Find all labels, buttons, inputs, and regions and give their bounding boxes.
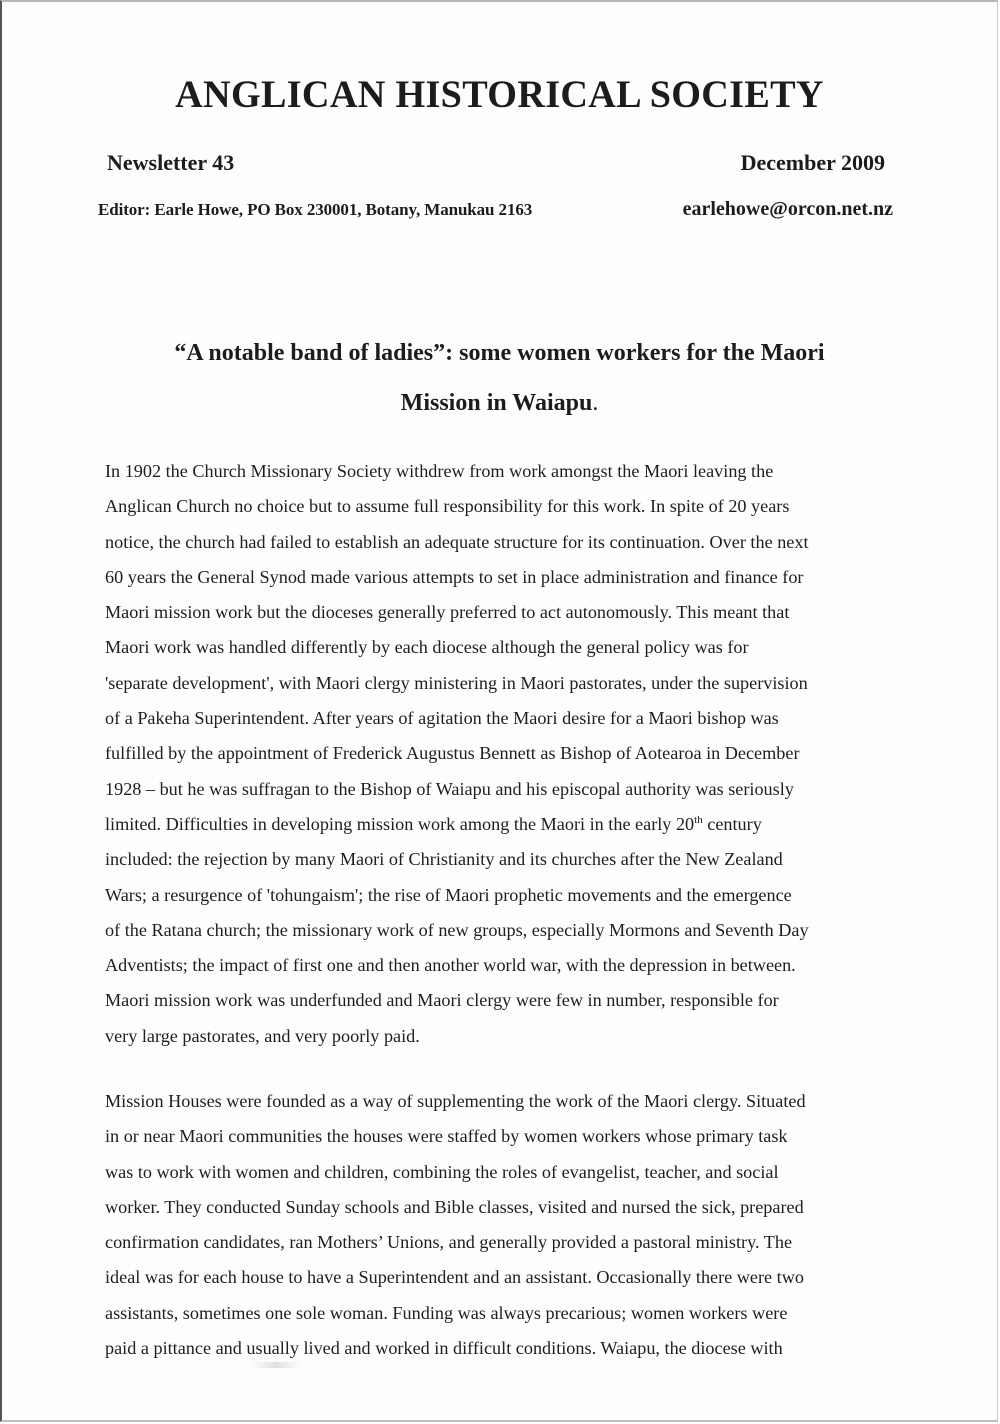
text-line: Wars; a resurgence of 'tohungaism'; the rise of Maori prophetic movements and the emergence xyxy=(105,884,792,905)
text-line: In 1902 the Church Missionary Society withdrew from work amongst the Maori leaving the xyxy=(105,461,774,481)
text-line: confirmation candidates, ran Mothers’ Unions, and generally provided a pastoral ministry. The xyxy=(105,1232,793,1253)
society-title: ANGLICAN HISTORICAL SOCIETY xyxy=(175,73,824,116)
paragraph-2 xyxy=(105,1084,905,1366)
text-line: Maori work was handled differently by each diocese although the general policy was for xyxy=(105,637,749,658)
newsletter-number: Newsletter 43 xyxy=(107,150,235,175)
text-line: worker. They conducted Sunday schools and Bible classes, visited and nursed the sick, prepared xyxy=(105,1196,804,1217)
text-line: very large pastorates, and very poorly paid. xyxy=(105,1025,420,1046)
issue-date: December 2009 xyxy=(740,150,885,175)
text-line: Maori mission work but the dioceses generally preferred to act autonomously. This meant that xyxy=(105,602,790,623)
text-line: included: the rejection by many Maori of Christianity and its churches after the New Zealand xyxy=(105,849,783,870)
text-segment: century xyxy=(702,813,762,834)
text-line: 1928 – but he was suffragan to the Bishop of Waiapu and his episcopal authority was seriously xyxy=(105,778,794,799)
text-line: assistants, sometimes one sole woman. Funding was always precarious; women workers were xyxy=(105,1302,788,1323)
text-line: ideal was for each house to have a Superintendent and an assistant. Occasionally there were two xyxy=(105,1267,804,1288)
ordinal-superscript: th xyxy=(694,813,703,826)
text-line-with-superscript xyxy=(105,807,905,842)
text-line: was to work with women and children, combining the roles of evangelist, teacher, and social xyxy=(105,1161,779,1182)
article-title-period: . xyxy=(592,390,599,416)
editor-address: Editor: Earle Howe, PO Box 230001, Botany, Manukau 2163 xyxy=(98,200,533,219)
text-line: of a Pakeha Superintendent. After years of agitation the Maori desire for a Maori bishop was xyxy=(105,708,779,729)
text-line: Anglican Church no choice but to assume full responsibility for this work. In spite of 20 years xyxy=(105,496,790,517)
text-line: of the Ratana church; the missionary work of new groups, especially Mormons and Seventh Day xyxy=(105,919,809,940)
scan-smudge xyxy=(252,1362,300,1368)
text-line: 60 years the General Synod made various attempts to set in place administration and finance for xyxy=(105,566,804,587)
text-line: 'separate development', with Maori clergy ministering in Maori pastorates, under the supervision xyxy=(105,672,808,693)
text-line: Mission Houses were founded as a way of supplementing the work of the Maori clergy. Situated xyxy=(105,1091,806,1111)
article-title-line-2: Mission in Waiapu xyxy=(400,390,593,416)
article-title-line-1: “A notable band of ladies”: some women workers for the Maori xyxy=(174,340,825,366)
issue-info xyxy=(107,152,885,174)
text-segment: limited. Difficulties in developing mission work among the Maori in the early 20 xyxy=(105,813,695,834)
text-line: Maori mission work was underfunded and Maori clergy were few in number, responsible for xyxy=(105,990,779,1011)
text-line: in or near Maori communities the houses were staffed by women workers whose primary task xyxy=(105,1126,788,1147)
text-line: paid a pittance and usually lived and worked in difficult conditions. Waiapu, the diocese with xyxy=(105,1338,783,1359)
paragraph-1 xyxy=(105,454,905,1054)
editor-info xyxy=(98,199,893,219)
text-line: notice, the church had failed to establish an adequate structure for its continuation. Over the next xyxy=(105,531,809,552)
editor-email: earlehowe@orcon.net.nz xyxy=(682,198,893,220)
article-title xyxy=(102,328,897,428)
text-line: Adventists; the impact of first one and then another world war, with the depression in between. xyxy=(105,955,796,976)
text-line: fulfilled by the appointment of Frederick Augustus Bennett as Bishop of Aotearoa in December xyxy=(105,743,800,764)
